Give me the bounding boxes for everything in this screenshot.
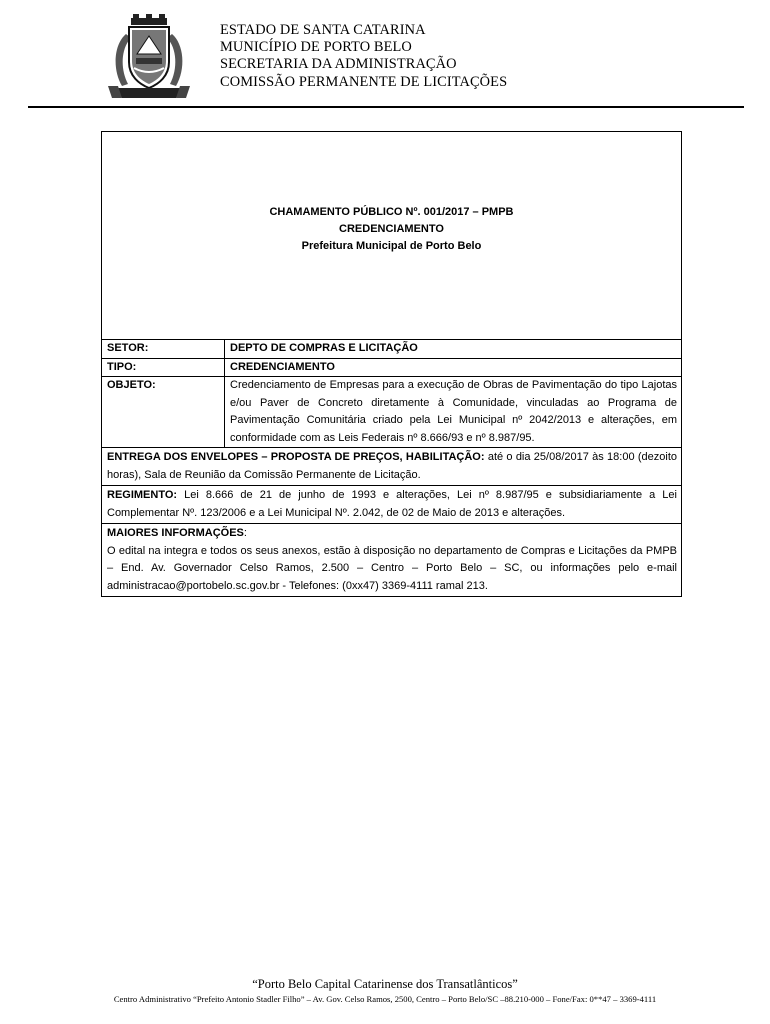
letterhead-line-municipality: MUNICÍPIO DE PORTO BELO <box>220 39 412 56</box>
notice-issuer: Prefeitura Municipal de Porto Belo <box>301 240 482 252</box>
more-info-section <box>102 523 681 596</box>
tipo-value: CREDENCIAMENTO <box>225 358 682 377</box>
regulation-text: Lei 8.666 de 21 de junho de 1993 e alterações, Lei nº 8.987/95 e subsidiariamente a Lei Complementar Nº. 123/2006 e a Lei Municipal Nº. 2.042, de 02 de Maio de 2013 e alterações. <box>107 489 677 519</box>
setor-value: DEPTO DE COMPRAS E LICITAÇÃO <box>225 340 682 358</box>
table-row <box>102 358 681 377</box>
notice-info-table <box>102 340 681 447</box>
delivery-section <box>102 447 681 485</box>
delivery-label: ENTREGA DOS ENVELOPES – PROPOSTA DE PREÇOS, HABILITAÇÃO: <box>107 451 485 463</box>
setor-label: SETOR: <box>102 340 225 358</box>
notice-box <box>101 131 682 597</box>
table-row <box>102 340 681 358</box>
objeto-value: Credenciamento de Empresas para a execução de Obras de Pavimentação do tipo Lajotas e/ou Paver de Concreto diretamente à Comunidade, vinculadas ao Programa de Pavimentação Comunitária criado pela Lei Municipal nº 2042/2013 e alterações, em conformidade com as Leis Federais nº 8.666/93 e nº 8.987/95. <box>230 379 677 444</box>
header-divider <box>28 106 744 108</box>
more-info-colon: : <box>243 527 247 539</box>
letterhead-line-commission: COMISSÃO PERMANENTE DE LICITAÇÕES <box>220 73 508 90</box>
notice-title: CHAMAMENTO PÚBLICO Nº. 001/2017 – PMPB <box>269 206 514 218</box>
notice-title-area <box>102 132 681 340</box>
objeto-label: OBJETO: <box>102 377 225 448</box>
letterhead <box>220 22 507 91</box>
regulation-section <box>102 485 681 523</box>
more-info-text: O edital na integra e todos os seus anexos, estão à disposição no departamento de Compras e Licitações da PMPB – End. Av. Governador Celso Ramos, 2.500 – Centro – Porto Belo – SC, ou informações pelo e-mail administracao@portobelo.sc.gov.br - Telefones: (0xx47) 3369-4111 ramal 213. <box>107 544 677 592</box>
table-row <box>102 377 681 448</box>
regulation-label: REGIMENTO: <box>107 489 178 501</box>
notice-subtitle: CREDENCIAMENTO <box>339 223 444 235</box>
more-info-label: MAIORES INFORMAÇÕES <box>107 527 244 539</box>
letterhead-line-state: ESTADO DE SANTA CATARINA <box>220 22 426 38</box>
footer-address: Centro Administrativo “Prefeito Antonio Stadler Filho” – Av. Gov. Celso Ramos, 2500, Centro – Porto Belo/SC –88.210-000 – Fone/Fax: 0**47 – 3369-4111 <box>113 994 657 1004</box>
coat-of-arms-icon <box>104 14 194 104</box>
letterhead-line-secretariat: SECRETARIA DA ADMINISTRAÇÃO <box>220 56 457 73</box>
tipo-label: TIPO: <box>102 358 225 377</box>
delivery-text: até o dia 25/08/2017 às 18:00 (dezoito horas), Sala de Reunião da Comissão Permanente de Licitação. <box>107 451 677 481</box>
footer-motto: “Porto Belo Capital Catarinense dos Transatlânticos” <box>252 977 518 991</box>
